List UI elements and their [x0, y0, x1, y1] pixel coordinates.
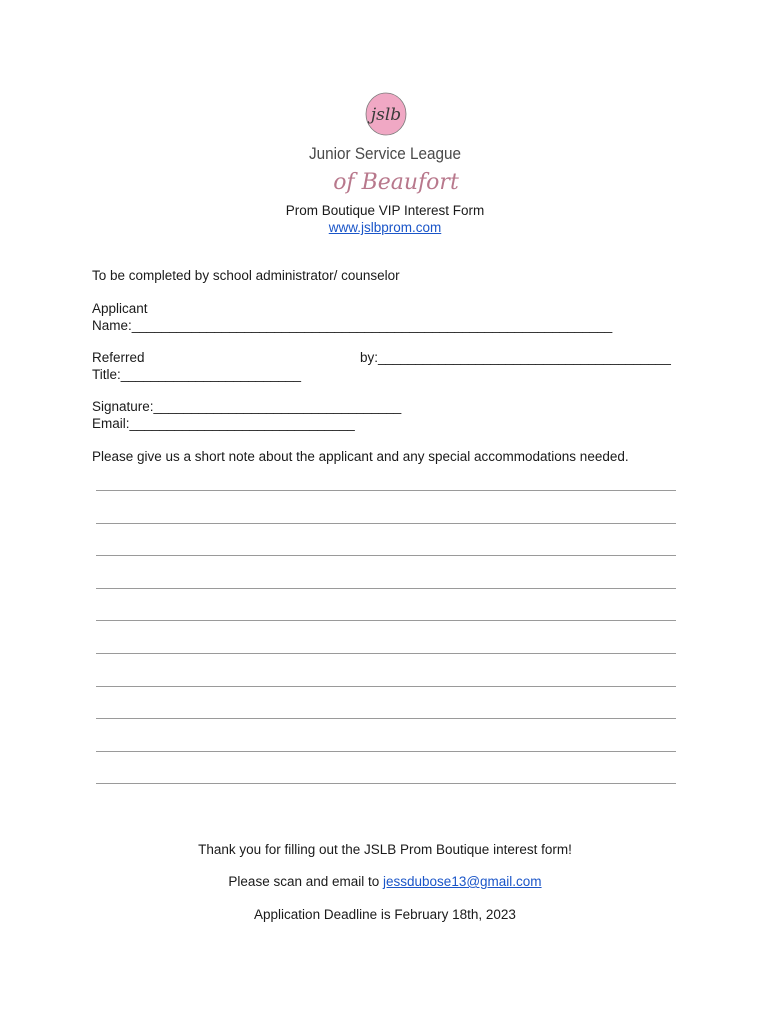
- applicant-name-field[interactable]: Name:________________________________________________________________: [92, 318, 613, 333]
- deadline-text: Application Deadline is February 18th, 2023: [254, 907, 516, 922]
- referred-by-field[interactable]: by:_______________________________________: [360, 350, 671, 365]
- note-line[interactable]: [96, 686, 676, 687]
- note-line[interactable]: [96, 523, 676, 524]
- thanks-text: Thank you for filling out the JSLB Prom Boutique interest form!: [198, 842, 572, 857]
- scan-text: Please scan and email to: [228, 874, 384, 889]
- note-line[interactable]: [96, 653, 676, 654]
- instruction-text: To be completed by school administrator/ counselor: [92, 268, 400, 283]
- note-line[interactable]: [96, 783, 676, 784]
- scan-row: [0, 874, 770, 889]
- note-line[interactable]: [96, 751, 676, 752]
- note-line[interactable]: [96, 588, 676, 589]
- logo-line2: of Beaufort: [333, 170, 459, 195]
- note-line[interactable]: [96, 620, 676, 621]
- jslb-logo: [300, 92, 470, 202]
- url-row: [0, 220, 770, 235]
- note-prompt: Please give us a short note about the applicant and any special accommodations needed.: [92, 449, 629, 464]
- note-line[interactable]: [96, 490, 676, 491]
- website-link[interactable]: www.jslbprom.com: [328, 220, 442, 235]
- applicant-label: Applicant: [92, 301, 148, 316]
- form-title: Prom Boutique VIP Interest Form: [285, 203, 485, 218]
- title-field[interactable]: Title:________________________: [92, 367, 301, 382]
- note-line[interactable]: [96, 718, 676, 719]
- contact-email-link[interactable]: jessdubose13@gmail.com: [383, 874, 542, 889]
- referred-label: Referred: [92, 350, 145, 365]
- logo-line1: Junior Service League: [309, 144, 461, 163]
- signature-field[interactable]: Signature:_________________________________: [92, 399, 402, 414]
- logo-monogram: jslb: [370, 105, 402, 125]
- note-line[interactable]: [96, 555, 676, 556]
- email-field[interactable]: Email:______________________________: [92, 416, 355, 431]
